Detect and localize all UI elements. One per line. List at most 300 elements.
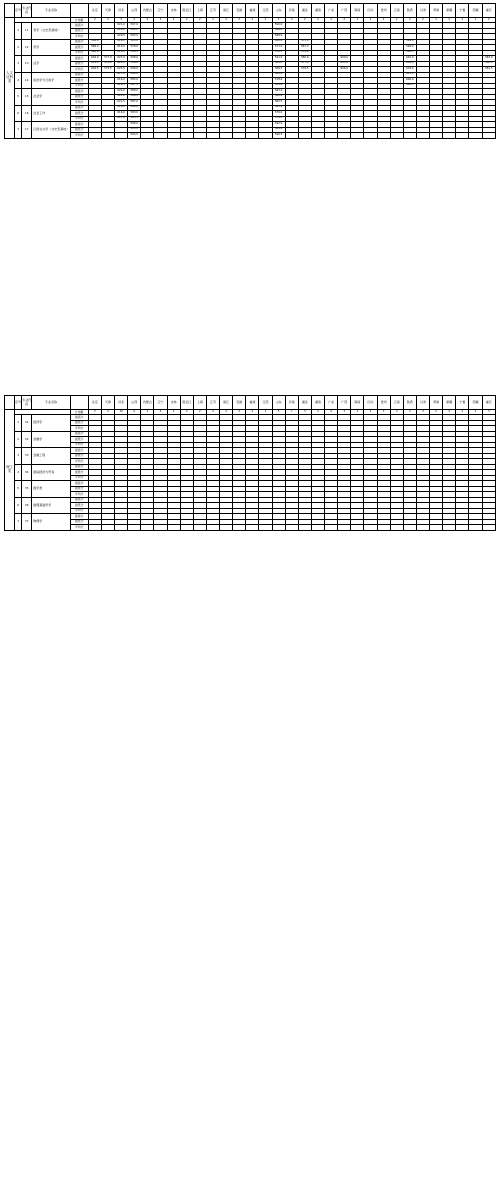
score-cell bbox=[101, 133, 114, 139]
score-cell: 618.0 bbox=[115, 105, 128, 111]
plan-count: 4 bbox=[101, 410, 114, 415]
code-header: 专业代码 bbox=[22, 396, 32, 410]
plan-count: 2 bbox=[233, 18, 246, 23]
plan-label: 计划数 bbox=[70, 410, 88, 415]
stat-label: 最高分 bbox=[70, 415, 88, 421]
score-cell: 608.5 bbox=[403, 83, 416, 89]
table-row bbox=[5, 525, 496, 531]
score-cell bbox=[285, 525, 298, 531]
seq-header: 序号 bbox=[15, 396, 22, 410]
major-name: 经济学 bbox=[32, 415, 70, 432]
plan-count: 2 bbox=[430, 410, 443, 415]
stat-label: 最高分 bbox=[70, 23, 88, 29]
stat-label: 最低分 bbox=[70, 45, 88, 51]
score-cell bbox=[128, 525, 141, 531]
score-cell: 583.0 bbox=[272, 89, 285, 95]
stat-label: 平均分 bbox=[70, 492, 88, 498]
major-name-header: 专业名称 bbox=[32, 4, 70, 18]
score-cell bbox=[390, 133, 403, 139]
score-cell bbox=[154, 133, 167, 139]
major-seq: 1 bbox=[15, 23, 22, 40]
major-code: 37 bbox=[22, 514, 32, 531]
plan-count: 2 bbox=[101, 18, 114, 23]
major-seq: 6 bbox=[15, 497, 22, 514]
plan-count: 10 bbox=[115, 410, 128, 415]
score-cell: 582.0 bbox=[272, 39, 285, 45]
score-cell: 622.0 bbox=[115, 89, 128, 95]
score-cell: 574.0 bbox=[101, 61, 114, 67]
score-cell: 588.0 bbox=[128, 89, 141, 95]
stat-label: 最高分 bbox=[70, 481, 88, 487]
province-header: 江苏 bbox=[206, 4, 219, 18]
score-cell: 620.0 bbox=[115, 28, 128, 34]
stat-label: 最低分 bbox=[70, 519, 88, 525]
plan-count: 2 bbox=[311, 18, 324, 23]
score-cell: 586.0 bbox=[88, 45, 101, 51]
plan-label: 计划数 bbox=[70, 18, 88, 23]
score-cell: 616.0 bbox=[115, 78, 128, 84]
score-cell: 579.0 bbox=[272, 111, 285, 117]
stat-label: 最高分 bbox=[70, 464, 88, 470]
stat-label: 平均分 bbox=[70, 34, 88, 40]
score-cell bbox=[259, 525, 272, 531]
score-cell: 624.0 bbox=[115, 61, 128, 67]
province-header: 天津 bbox=[101, 396, 114, 410]
score-cell: 585.0 bbox=[128, 78, 141, 84]
major-name: 数理基础科学 bbox=[32, 497, 70, 514]
plan-count: 7 bbox=[285, 410, 298, 415]
score-cell bbox=[364, 133, 377, 139]
province-header: 四川 bbox=[364, 396, 377, 410]
plan-count: 3 bbox=[115, 18, 128, 23]
plan-count: 3 bbox=[298, 410, 311, 415]
major-code: 35 bbox=[22, 481, 32, 498]
score-cell bbox=[325, 133, 338, 139]
score-cell bbox=[246, 133, 259, 139]
score-cell: 591.0 bbox=[272, 56, 285, 62]
plan-count: 2 bbox=[338, 18, 351, 23]
score-cell bbox=[416, 525, 429, 531]
plan-count: 4 bbox=[154, 410, 167, 415]
plan-count: 4 bbox=[246, 410, 259, 415]
score-cell: 578.5 bbox=[298, 67, 311, 73]
stat-label: 最高分 bbox=[70, 448, 88, 454]
stat-label: 最低分 bbox=[70, 437, 88, 443]
score-cell: 625.5 bbox=[115, 67, 128, 73]
province-header: 湖南 bbox=[311, 396, 324, 410]
score-cell: 589.5 bbox=[272, 67, 285, 73]
province-header: 黑龙江 bbox=[180, 4, 193, 18]
major-seq: 7 bbox=[15, 122, 22, 139]
score-cell bbox=[115, 133, 128, 139]
category-header bbox=[5, 4, 15, 18]
score-cell: 580.0 bbox=[298, 56, 311, 62]
province-header: 河南 bbox=[285, 396, 298, 410]
province-header: 湖南 bbox=[311, 4, 324, 18]
score-cell: 594.5 bbox=[128, 133, 141, 139]
stat-label: 最低分 bbox=[70, 94, 88, 100]
province-header: 湖北 bbox=[298, 4, 311, 18]
stat-label: 最高分 bbox=[70, 39, 88, 45]
score-cell: 592.0 bbox=[272, 122, 285, 128]
stat-header bbox=[70, 4, 88, 18]
major-code: 11 bbox=[22, 23, 32, 40]
province-header: 宁夏 bbox=[456, 4, 469, 18]
plan-count: 2 bbox=[128, 18, 141, 23]
stat-label: 平均分 bbox=[70, 100, 88, 106]
score-cell: 571.0 bbox=[272, 45, 285, 51]
province-header: 山西 bbox=[128, 396, 141, 410]
province-header: 重庆 bbox=[482, 396, 495, 410]
plan-count: 3 bbox=[325, 18, 338, 23]
stat-label: 平均分 bbox=[70, 525, 88, 531]
score-cell: 596.0 bbox=[128, 67, 141, 73]
province-header: 云南 bbox=[390, 4, 403, 18]
plan-count: 5 bbox=[141, 18, 154, 23]
stat-label: 平均分 bbox=[70, 50, 88, 56]
plan-count: 2 bbox=[351, 410, 364, 415]
major-seq: 5 bbox=[15, 89, 22, 106]
score-cell bbox=[220, 525, 233, 531]
plan-count: 2 bbox=[246, 18, 259, 23]
score-cell: 573.0 bbox=[298, 39, 311, 45]
score-cell: 620.0 bbox=[403, 56, 416, 62]
province-header: 辽宁 bbox=[154, 396, 167, 410]
province-header: 陕西 bbox=[403, 4, 416, 18]
major-code: 17 bbox=[22, 122, 32, 139]
plan-count: 2 bbox=[416, 18, 429, 23]
plan-count: 3 bbox=[88, 410, 101, 415]
plan-count: 3 bbox=[416, 410, 429, 415]
score-cell: 594.0 bbox=[128, 61, 141, 67]
plan-count: 4 bbox=[443, 410, 456, 415]
province-header: 甘肃 bbox=[416, 4, 429, 18]
score-cell: 620.5 bbox=[115, 34, 128, 40]
score-cell bbox=[193, 133, 206, 139]
stat-label: 最低分 bbox=[70, 453, 88, 459]
plan-count: 1 bbox=[456, 410, 469, 415]
score-cell: 617.0 bbox=[115, 116, 128, 122]
major-seq: 1 bbox=[15, 415, 22, 432]
province-header: 内蒙古 bbox=[141, 4, 154, 18]
province-header: 新疆 bbox=[443, 4, 456, 18]
plan-count: 2 bbox=[180, 18, 193, 23]
major-name: 哲学（文史哲基地） bbox=[32, 23, 70, 40]
score-cell bbox=[390, 525, 403, 531]
stat-label: 最低分 bbox=[70, 111, 88, 117]
major-name: 物理学 bbox=[32, 514, 70, 531]
province-header: 陕西 bbox=[403, 396, 416, 410]
major-seq: 2 bbox=[15, 431, 22, 448]
stat-label: 最低分 bbox=[70, 486, 88, 492]
major-code: 16 bbox=[22, 105, 32, 122]
score-cell: 582.5 bbox=[272, 100, 285, 106]
seq-header: 序号 bbox=[15, 4, 22, 18]
plan-count: 2 bbox=[443, 18, 456, 23]
province-header: 天津 bbox=[101, 4, 114, 18]
score-cell bbox=[351, 133, 364, 139]
province-header: 山东 bbox=[272, 4, 285, 18]
stat-label: 最低分 bbox=[70, 503, 88, 509]
province-header: 吉林 bbox=[167, 4, 180, 18]
major-code: 32 bbox=[22, 431, 32, 448]
score-cell bbox=[298, 525, 311, 531]
province-header: 福建 bbox=[246, 396, 259, 410]
score-cell: 567.0 bbox=[298, 45, 311, 51]
score-cell: 604.0 bbox=[88, 56, 101, 62]
table-row bbox=[5, 133, 496, 139]
score-cell bbox=[311, 133, 324, 139]
score-cell: 609.0 bbox=[338, 56, 351, 62]
province-header: 西藏 bbox=[469, 4, 482, 18]
plan-count: 4 bbox=[180, 410, 193, 415]
score-cell bbox=[220, 133, 233, 139]
plan-count: 3 bbox=[220, 410, 233, 415]
province-header: 四川 bbox=[364, 4, 377, 18]
province-header: 福建 bbox=[246, 4, 259, 18]
score-cell: 583.0 bbox=[128, 39, 141, 45]
header-row bbox=[5, 4, 496, 18]
score-cell bbox=[456, 133, 469, 139]
stat-label: 平均分 bbox=[70, 83, 88, 89]
major-name: 数学类 bbox=[32, 481, 70, 498]
plan-count: 3 bbox=[259, 410, 272, 415]
province-header: 黑龙江 bbox=[180, 396, 193, 410]
score-cell bbox=[88, 525, 101, 531]
score-cell: 593.5 bbox=[128, 34, 141, 40]
major-seq: 4 bbox=[15, 464, 22, 481]
province-header: 广西 bbox=[338, 396, 351, 410]
major-code: 14 bbox=[22, 72, 32, 89]
major-code: 13 bbox=[22, 56, 32, 73]
score-cell: 603.0 bbox=[338, 61, 351, 67]
score-cell bbox=[193, 525, 206, 531]
plan-count: 2 bbox=[272, 18, 285, 23]
score-cell bbox=[88, 133, 101, 139]
plan-count: 2 bbox=[351, 18, 364, 23]
score-cell bbox=[180, 525, 193, 531]
score-cell: 580.5 bbox=[128, 50, 141, 56]
plan-count: 2 bbox=[259, 18, 272, 23]
major-code: 33 bbox=[22, 448, 32, 465]
plan-count: 2 bbox=[364, 18, 377, 23]
score-cell: 582.0 bbox=[272, 94, 285, 100]
province-header: 上海 bbox=[193, 396, 206, 410]
plan-count: 2 bbox=[193, 410, 206, 415]
score-cell: 590.0 bbox=[128, 72, 141, 78]
score-cell: 606.0 bbox=[338, 67, 351, 73]
score-cell: 619.0 bbox=[115, 50, 128, 56]
stat-label: 最高分 bbox=[70, 431, 88, 437]
code-header: 专业代码 bbox=[22, 4, 32, 18]
stat-label: 平均分 bbox=[70, 426, 88, 432]
score-cell bbox=[482, 133, 495, 139]
score-cell: 621.5 bbox=[115, 100, 128, 106]
score-cell: 611.0 bbox=[403, 72, 416, 78]
category-label: 人文社科类 bbox=[5, 18, 15, 139]
province-header: 河北 bbox=[115, 4, 128, 18]
score-cell: 598.0 bbox=[128, 56, 141, 62]
score-cell bbox=[259, 133, 272, 139]
major-name: 金融学 bbox=[32, 431, 70, 448]
score-cell: 598.5 bbox=[403, 50, 416, 56]
plan-count: 2 bbox=[141, 410, 154, 415]
province-header: 湖北 bbox=[298, 396, 311, 410]
score-cell: 597.0 bbox=[128, 23, 141, 29]
major-code: 12 bbox=[22, 39, 32, 56]
major-name: 汉语言文学（文史哲基地） bbox=[32, 122, 70, 139]
score-cell bbox=[456, 525, 469, 531]
stat-label: 最低分 bbox=[70, 28, 88, 34]
score-cell: 616.5 bbox=[115, 83, 128, 89]
score-cell: 593.0 bbox=[128, 127, 141, 133]
stat-label: 平均分 bbox=[70, 475, 88, 481]
plan-count: 3 bbox=[482, 410, 495, 415]
score-cell: 621.0 bbox=[115, 94, 128, 100]
province-header: 青海 bbox=[430, 4, 443, 18]
stat-label: 平均分 bbox=[70, 459, 88, 465]
stat-header bbox=[70, 396, 88, 410]
stat-label: 最低分 bbox=[70, 470, 88, 476]
score-cell: 590.5 bbox=[272, 133, 285, 139]
plan-count: 2 bbox=[482, 18, 495, 23]
score-cell: 578.0 bbox=[128, 45, 141, 51]
province-header: 山东 bbox=[272, 396, 285, 410]
plan-count: 2 bbox=[88, 18, 101, 23]
stat-label: 最低分 bbox=[70, 78, 88, 84]
province-header: 浙江 bbox=[220, 396, 233, 410]
province-header: 北京 bbox=[88, 4, 101, 18]
plan-count: 2 bbox=[469, 410, 482, 415]
province-header: 西藏 bbox=[469, 396, 482, 410]
score-cell bbox=[325, 525, 338, 531]
score-cell: 586.0 bbox=[88, 50, 101, 56]
plan-count: 1 bbox=[456, 18, 469, 23]
score-cell: 587.5 bbox=[128, 83, 141, 89]
major-seq: 6 bbox=[15, 105, 22, 122]
score-cell bbox=[141, 525, 154, 531]
score-cell: 589.0 bbox=[272, 127, 285, 133]
province-header: 广西 bbox=[338, 4, 351, 18]
score-cell bbox=[469, 525, 482, 531]
score-cell bbox=[285, 133, 298, 139]
score-cell: 586.0 bbox=[128, 94, 141, 100]
province-header: 新疆 bbox=[443, 396, 456, 410]
plan-count: 3 bbox=[364, 410, 377, 415]
score-cell: 584.0 bbox=[272, 72, 285, 78]
score-cell bbox=[469, 133, 482, 139]
score-cell bbox=[246, 525, 259, 531]
province-header: 海南 bbox=[351, 4, 364, 18]
stat-label: 平均分 bbox=[70, 442, 88, 448]
province-header: 浙江 bbox=[220, 4, 233, 18]
score-cell bbox=[115, 525, 128, 531]
score-cell: 598.0 bbox=[403, 45, 416, 51]
plan-count: 2 bbox=[193, 18, 206, 23]
major-code: 31 bbox=[22, 415, 32, 432]
major-code: 34 bbox=[22, 464, 32, 481]
major-name: 国际经济与贸易 bbox=[32, 464, 70, 481]
score-cell: 576.5 bbox=[272, 50, 285, 56]
plan-count: 2 bbox=[167, 18, 180, 23]
major-name-header: 专业名称 bbox=[32, 396, 70, 410]
score-cell bbox=[233, 525, 246, 531]
province-header: 重庆 bbox=[482, 4, 495, 18]
plan-count: 3 bbox=[403, 410, 416, 415]
score-cell: 596.0 bbox=[128, 122, 141, 128]
stat-label: 最低分 bbox=[70, 61, 88, 67]
score-cell bbox=[443, 133, 456, 139]
plan-count: 3 bbox=[285, 18, 298, 23]
major-code: 15 bbox=[22, 89, 32, 106]
plan-count: 2 bbox=[377, 18, 390, 23]
province-header: 山西 bbox=[128, 4, 141, 18]
province-header: 云南 bbox=[390, 396, 403, 410]
score-cell bbox=[338, 133, 351, 139]
score-cell bbox=[154, 525, 167, 531]
province-header: 宁夏 bbox=[456, 396, 469, 410]
stat-label: 平均分 bbox=[70, 67, 88, 73]
stat-label: 最高分 bbox=[70, 89, 88, 95]
major-name: 社会工作 bbox=[32, 105, 70, 122]
score-cell: 619.0 bbox=[115, 45, 128, 51]
stat-label: 最高分 bbox=[70, 56, 88, 62]
province-header: 北京 bbox=[88, 396, 101, 410]
plan-count: 3 bbox=[377, 410, 390, 415]
major-seq: 5 bbox=[15, 481, 22, 498]
science-engineering-score-table bbox=[4, 395, 496, 531]
stat-label: 平均分 bbox=[70, 133, 88, 139]
plan-count: 3 bbox=[338, 410, 351, 415]
plan-count: 3 bbox=[220, 18, 233, 23]
province-header: 江西 bbox=[259, 396, 272, 410]
plan-count: 4 bbox=[206, 410, 219, 415]
score-cell: 619.0 bbox=[115, 39, 128, 45]
score-cell bbox=[430, 525, 443, 531]
humanities-score-table bbox=[4, 3, 496, 139]
major-seq: 4 bbox=[15, 72, 22, 89]
province-header: 广东 bbox=[325, 396, 338, 410]
province-header: 上海 bbox=[193, 4, 206, 18]
score-cell bbox=[430, 133, 443, 139]
stat-label: 最低分 bbox=[70, 420, 88, 426]
province-header: 江苏 bbox=[206, 396, 219, 410]
score-cell: 627.0 bbox=[115, 56, 128, 62]
score-cell bbox=[167, 133, 180, 139]
score-cell bbox=[233, 133, 246, 139]
score-cell bbox=[416, 133, 429, 139]
score-cell bbox=[272, 525, 285, 531]
plan-count: 6 bbox=[128, 410, 141, 415]
stat-label: 最高分 bbox=[70, 105, 88, 111]
score-cell bbox=[403, 525, 416, 531]
plan-count: 3 bbox=[206, 18, 219, 23]
plan-count: 4 bbox=[233, 410, 246, 415]
major-name: 政治学与行政学 bbox=[32, 72, 70, 89]
score-cell: 583.0 bbox=[128, 111, 141, 117]
plan-count: 1 bbox=[430, 18, 443, 23]
province-header: 河北 bbox=[115, 396, 128, 410]
score-cell: 616.0 bbox=[115, 111, 128, 117]
province-header: 海南 bbox=[351, 396, 364, 410]
stat-label: 最高分 bbox=[70, 514, 88, 520]
major-name: 社会学 bbox=[32, 89, 70, 106]
stat-label: 最高分 bbox=[70, 122, 88, 128]
plan-count: 3 bbox=[311, 410, 324, 415]
score-cell: 588.0 bbox=[272, 34, 285, 40]
province-header: 安徽 bbox=[233, 4, 246, 18]
plan-count: 1 bbox=[469, 18, 482, 23]
